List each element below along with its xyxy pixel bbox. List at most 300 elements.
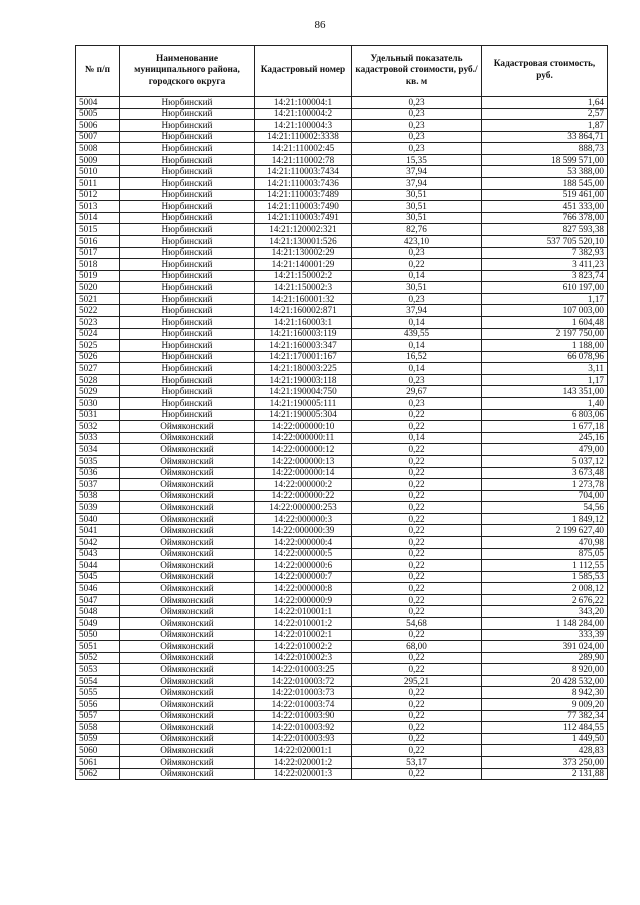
cadastral-value: 3 823,74	[482, 270, 608, 282]
district-name: Нюрбинский	[120, 293, 255, 305]
row-number: 5005	[76, 108, 120, 120]
table-row	[76, 571, 608, 583]
row-number: 5032	[76, 421, 120, 433]
row-number: 5020	[76, 282, 120, 294]
cadastral-number: 14:21:190004:750	[255, 386, 352, 398]
cadastral-number: 14:21:100004:3	[255, 120, 352, 132]
table-row	[76, 166, 608, 178]
row-number: 5037	[76, 479, 120, 491]
table-row	[76, 282, 608, 294]
header-district: Наименование муниципального района, городского округа	[120, 46, 255, 97]
cadastral-value: 1 677,18	[482, 421, 608, 433]
district-name: Оймяконский	[120, 699, 255, 711]
cadastral-number: 14:22:010003:72	[255, 675, 352, 687]
row-number: 5043	[76, 548, 120, 560]
cadastral-number: 14:22:000000:4	[255, 536, 352, 548]
row-number: 5014	[76, 212, 120, 224]
table-row	[76, 189, 608, 201]
district-name: Нюрбинский	[120, 212, 255, 224]
cadastral-number: 14:21:110003:7436	[255, 178, 352, 190]
table-row	[76, 583, 608, 595]
table-row	[76, 305, 608, 317]
table-row	[76, 316, 608, 328]
specific-value: 0,22	[352, 479, 482, 491]
table-row	[76, 733, 608, 745]
cadastral-number: 14:22:010003:74	[255, 699, 352, 711]
district-name: Оймяконский	[120, 768, 255, 780]
cadastral-number: 14:21:190003:118	[255, 374, 352, 386]
specific-value: 0,22	[352, 722, 482, 734]
district-name: Нюрбинский	[120, 398, 255, 410]
district-name: Нюрбинский	[120, 282, 255, 294]
district-name: Нюрбинский	[120, 305, 255, 317]
row-number: 5015	[76, 224, 120, 236]
cadastral-number: 14:22:020001:1	[255, 745, 352, 757]
district-name: Нюрбинский	[120, 374, 255, 386]
table-row	[76, 409, 608, 421]
table-body	[76, 97, 608, 780]
row-number: 5013	[76, 201, 120, 213]
cadastral-value: 1 112,55	[482, 560, 608, 572]
row-number: 5010	[76, 166, 120, 178]
row-number: 5062	[76, 768, 120, 780]
cadastral-number: 14:22:010003:73	[255, 687, 352, 699]
row-number: 5026	[76, 351, 120, 363]
cadastral-number: 14:22:000000:22	[255, 490, 352, 502]
cadastral-value: 2,57	[482, 108, 608, 120]
table-row	[76, 687, 608, 699]
table-row	[76, 479, 608, 491]
cadastral-value: 7 382,93	[482, 247, 608, 259]
table-row	[76, 444, 608, 456]
cadastral-value: 289,90	[482, 652, 608, 664]
table-row	[76, 97, 608, 109]
row-number: 5031	[76, 409, 120, 421]
cadastral-value: 766 378,00	[482, 212, 608, 224]
specific-value: 30,51	[352, 201, 482, 213]
specific-value: 53,17	[352, 756, 482, 768]
row-number: 5022	[76, 305, 120, 317]
cadastral-value: 2 197 750,00	[482, 328, 608, 340]
specific-value: 0,22	[352, 664, 482, 676]
specific-value: 0,22	[352, 259, 482, 271]
specific-value: 0,23	[352, 120, 482, 132]
cadastral-value: 3 411,23	[482, 259, 608, 271]
cadastral-value: 18 599 571,00	[482, 154, 608, 166]
row-number: 5007	[76, 131, 120, 143]
table-row	[76, 675, 608, 687]
row-number: 5044	[76, 560, 120, 572]
district-name: Нюрбинский	[120, 166, 255, 178]
cadastral-value: 2 008,12	[482, 583, 608, 595]
row-number: 5006	[76, 120, 120, 132]
specific-value: 0,23	[352, 131, 482, 143]
table-row	[76, 374, 608, 386]
cadastral-value: 537 705 520,10	[482, 235, 608, 247]
table-row	[76, 606, 608, 618]
cadastral-value: 428,83	[482, 745, 608, 757]
table-row	[76, 536, 608, 548]
district-name: Оймяконский	[120, 652, 255, 664]
specific-value: 0,22	[352, 502, 482, 514]
specific-value: 0,23	[352, 247, 482, 259]
specific-value: 0,22	[352, 687, 482, 699]
table-row	[76, 641, 608, 653]
district-name: Нюрбинский	[120, 363, 255, 375]
district-name: Оймяконский	[120, 536, 255, 548]
cadastral-number: 14:21:160001:32	[255, 293, 352, 305]
specific-value: 0,22	[352, 490, 482, 502]
row-number: 5051	[76, 641, 120, 653]
cadastral-number: 14:21:110003:7489	[255, 189, 352, 201]
row-number: 5039	[76, 502, 120, 514]
district-name: Нюрбинский	[120, 143, 255, 155]
specific-value: 295,21	[352, 675, 482, 687]
cadastral-number: 14:22:000000:14	[255, 467, 352, 479]
row-number: 5046	[76, 583, 120, 595]
row-number: 5008	[76, 143, 120, 155]
district-name: Оймяконский	[120, 432, 255, 444]
cadastral-number: 14:21:160003:1	[255, 316, 352, 328]
district-name: Оймяконский	[120, 571, 255, 583]
specific-value: 37,94	[352, 166, 482, 178]
row-number: 5058	[76, 722, 120, 734]
cadastral-number: 14:22:000000:3	[255, 513, 352, 525]
table-row	[76, 710, 608, 722]
district-name: Нюрбинский	[120, 131, 255, 143]
table-row	[76, 756, 608, 768]
specific-value: 0,14	[352, 340, 482, 352]
cadastral-number: 14:21:110003:7434	[255, 166, 352, 178]
cadastral-value: 333,39	[482, 629, 608, 641]
cadastral-number: 14:22:000000:253	[255, 502, 352, 514]
row-number: 5042	[76, 536, 120, 548]
row-number: 5030	[76, 398, 120, 410]
table-row	[76, 618, 608, 630]
cadastral-value: 5 037,12	[482, 455, 608, 467]
cadastral-value: 1 585,53	[482, 571, 608, 583]
row-number: 5060	[76, 745, 120, 757]
cadastral-number: 14:22:000000:9	[255, 594, 352, 606]
table-row	[76, 502, 608, 514]
specific-value: 0,22	[352, 699, 482, 711]
cadastral-number: 14:22:020001:3	[255, 768, 352, 780]
cadastral-value: 2 131,88	[482, 768, 608, 780]
specific-value: 30,51	[352, 282, 482, 294]
cadastral-number: 14:21:190005:304	[255, 409, 352, 421]
cadastral-value: 888,73	[482, 143, 608, 155]
cadastral-number: 14:21:110003:7490	[255, 201, 352, 213]
cadastral-value: 77 382,34	[482, 710, 608, 722]
cadastral-number: 14:21:100004:2	[255, 108, 352, 120]
district-name: Оймяконский	[120, 756, 255, 768]
specific-value: 0,22	[352, 536, 482, 548]
table-row	[76, 467, 608, 479]
table-row	[76, 548, 608, 560]
district-name: Оймяконский	[120, 583, 255, 595]
cadastral-value: 391 024,00	[482, 641, 608, 653]
row-number: 5025	[76, 340, 120, 352]
district-name: Нюрбинский	[120, 409, 255, 421]
cadastral-value: 53 388,00	[482, 166, 608, 178]
cadastral-number: 14:21:110002:3338	[255, 131, 352, 143]
row-number: 5041	[76, 525, 120, 537]
specific-value: 0,14	[352, 363, 482, 375]
cadastral-number: 14:22:010003:90	[255, 710, 352, 722]
cadastral-value: 451 333,00	[482, 201, 608, 213]
cadastral-value: 3,11	[482, 363, 608, 375]
row-number: 5027	[76, 363, 120, 375]
district-name: Оймяконский	[120, 490, 255, 502]
table-row	[76, 340, 608, 352]
table-row	[76, 629, 608, 641]
table-row	[76, 363, 608, 375]
cadastral-value: 1,64	[482, 97, 608, 109]
specific-value: 0,23	[352, 293, 482, 305]
district-name: Нюрбинский	[120, 120, 255, 132]
row-number: 5034	[76, 444, 120, 456]
district-name: Нюрбинский	[120, 235, 255, 247]
cadastral-number: 14:21:180003:225	[255, 363, 352, 375]
table-row	[76, 178, 608, 190]
table-row	[76, 259, 608, 271]
cadastral-number: 14:22:000000:12	[255, 444, 352, 456]
district-name: Оймяконский	[120, 548, 255, 560]
row-number: 5011	[76, 178, 120, 190]
cadastral-value: 373 250,00	[482, 756, 608, 768]
cadastral-value: 6 803,06	[482, 409, 608, 421]
cadastral-value: 1 148 284,00	[482, 618, 608, 630]
header-cadastral-value: Кадастровая стоимость, руб.	[482, 46, 608, 97]
row-number: 5045	[76, 571, 120, 583]
cadastral-value: 1 604,48	[482, 316, 608, 328]
specific-value: 0,22	[352, 652, 482, 664]
cadastral-value: 1,17	[482, 293, 608, 305]
specific-value: 15,35	[352, 154, 482, 166]
district-name: Оймяконский	[120, 675, 255, 687]
specific-value: 37,94	[352, 305, 482, 317]
specific-value: 37,94	[352, 178, 482, 190]
table-row	[76, 525, 608, 537]
cadastral-number: 14:22:000000:8	[255, 583, 352, 595]
cadastral-value: 9 009,20	[482, 699, 608, 711]
header-row	[76, 46, 608, 97]
cadastral-value: 1,40	[482, 398, 608, 410]
specific-value: 0,22	[352, 606, 482, 618]
table-row	[76, 432, 608, 444]
header-num: № п/п	[76, 46, 120, 97]
specific-value: 439,55	[352, 328, 482, 340]
cadastral-number: 14:22:000000:10	[255, 421, 352, 433]
cadastral-value: 33 864,71	[482, 131, 608, 143]
specific-value: 423,10	[352, 235, 482, 247]
row-number: 5033	[76, 432, 120, 444]
table-row	[76, 745, 608, 757]
table-row	[76, 108, 608, 120]
cadastral-number: 14:21:160003:347	[255, 340, 352, 352]
cadastral-number: 14:22:000000:13	[255, 455, 352, 467]
cadastral-value: 54,56	[482, 502, 608, 514]
cadastral-value: 2 199 627,40	[482, 525, 608, 537]
specific-value: 0,22	[352, 421, 482, 433]
specific-value: 29,67	[352, 386, 482, 398]
table-row	[76, 699, 608, 711]
cadastral-number: 14:21:190005:111	[255, 398, 352, 410]
cadastral-number: 14:21:160003:119	[255, 328, 352, 340]
table-row	[76, 560, 608, 572]
cadastral-number: 14:21:150002:2	[255, 270, 352, 282]
specific-value: 0,23	[352, 143, 482, 155]
table-row	[76, 120, 608, 132]
cadastral-number: 14:22:020001:2	[255, 756, 352, 768]
specific-value: 0,22	[352, 455, 482, 467]
cadastral-value: 112 484,55	[482, 722, 608, 734]
specific-value: 0,22	[352, 733, 482, 745]
table-row	[76, 270, 608, 282]
row-number: 5049	[76, 618, 120, 630]
cadastral-number: 14:21:130002:29	[255, 247, 352, 259]
specific-value: 30,51	[352, 212, 482, 224]
district-name: Оймяконский	[120, 513, 255, 525]
district-name: Оймяконский	[120, 502, 255, 514]
row-number: 5059	[76, 733, 120, 745]
table-row	[76, 455, 608, 467]
district-name: Оймяконский	[120, 525, 255, 537]
cadastral-number: 14:21:120002:321	[255, 224, 352, 236]
row-number: 5019	[76, 270, 120, 282]
cadastral-value: 1 449,50	[482, 733, 608, 745]
row-number: 5047	[76, 594, 120, 606]
cadastral-value: 343,20	[482, 606, 608, 618]
district-name: Нюрбинский	[120, 351, 255, 363]
district-name: Нюрбинский	[120, 201, 255, 213]
row-number: 5009	[76, 154, 120, 166]
table-row	[76, 131, 608, 143]
cadastral-value: 470,98	[482, 536, 608, 548]
cadastral-number: 14:22:000000:7	[255, 571, 352, 583]
row-number: 5024	[76, 328, 120, 340]
cadastral-value: 2 676,22	[482, 594, 608, 606]
cadastral-value-table	[75, 45, 608, 780]
table-row	[76, 154, 608, 166]
district-name: Нюрбинский	[120, 154, 255, 166]
cadastral-value: 3 673,48	[482, 467, 608, 479]
cadastral-value: 1,87	[482, 120, 608, 132]
specific-value: 0,14	[352, 270, 482, 282]
cadastral-number: 14:21:170001:167	[255, 351, 352, 363]
district-name: Оймяконский	[120, 455, 255, 467]
specific-value: 0,22	[352, 560, 482, 572]
row-number: 5055	[76, 687, 120, 699]
row-number: 5050	[76, 629, 120, 641]
cadastral-number: 14:21:110002:78	[255, 154, 352, 166]
specific-value: 0,22	[352, 583, 482, 595]
cadastral-value: 107 003,00	[482, 305, 608, 317]
specific-value: 82,76	[352, 224, 482, 236]
cadastral-value: 519 461,00	[482, 189, 608, 201]
cadastral-number: 14:21:160002:871	[255, 305, 352, 317]
row-number: 5017	[76, 247, 120, 259]
district-name: Нюрбинский	[120, 97, 255, 109]
row-number: 5052	[76, 652, 120, 664]
cadastral-number: 14:22:010003:93	[255, 733, 352, 745]
district-name: Оймяконский	[120, 629, 255, 641]
district-name: Нюрбинский	[120, 386, 255, 398]
table-row	[76, 652, 608, 664]
cadastral-value: 143 351,00	[482, 386, 608, 398]
specific-value: 0,22	[352, 768, 482, 780]
cadastral-number: 14:21:140001:29	[255, 259, 352, 271]
table-row	[76, 386, 608, 398]
specific-value: 0,23	[352, 374, 482, 386]
cadastral-value: 1,17	[482, 374, 608, 386]
row-number: 5029	[76, 386, 120, 398]
cadastral-number: 14:22:010003:92	[255, 722, 352, 734]
table-header	[76, 46, 608, 97]
district-name: Оймяконский	[120, 641, 255, 653]
specific-value: 0,23	[352, 398, 482, 410]
row-number: 5028	[76, 374, 120, 386]
district-name: Оймяконский	[120, 733, 255, 745]
table-row	[76, 421, 608, 433]
cadastral-number: 14:22:010002:1	[255, 629, 352, 641]
specific-value: 0,22	[352, 710, 482, 722]
cadastral-number: 14:22:000000:11	[255, 432, 352, 444]
row-number: 5048	[76, 606, 120, 618]
district-name: Оймяконский	[120, 444, 255, 456]
table-row	[76, 201, 608, 213]
table-row	[76, 351, 608, 363]
cadastral-number: 14:22:000000:5	[255, 548, 352, 560]
row-number: 5016	[76, 235, 120, 247]
cadastral-number: 14:21:130001:526	[255, 235, 352, 247]
table-row	[76, 490, 608, 502]
table-row	[76, 247, 608, 259]
row-number: 5036	[76, 467, 120, 479]
district-name: Оймяконский	[120, 745, 255, 757]
specific-value: 0,14	[352, 432, 482, 444]
specific-value: 54,68	[352, 618, 482, 630]
row-number: 5035	[76, 455, 120, 467]
table-row	[76, 328, 608, 340]
district-name: Оймяконский	[120, 467, 255, 479]
table-row	[76, 235, 608, 247]
cadastral-number: 14:22:000000:6	[255, 560, 352, 572]
cadastral-number: 14:21:150002:3	[255, 282, 352, 294]
row-number: 5021	[76, 293, 120, 305]
cadastral-value: 1 188,00	[482, 340, 608, 352]
table-row	[76, 293, 608, 305]
table-row	[76, 212, 608, 224]
specific-value: 16,52	[352, 351, 482, 363]
cadastral-number: 14:22:000000:2	[255, 479, 352, 491]
district-name: Оймяконский	[120, 664, 255, 676]
specific-value: 0,22	[352, 467, 482, 479]
table-row	[76, 513, 608, 525]
district-name: Нюрбинский	[120, 108, 255, 120]
specific-value: 0,22	[352, 513, 482, 525]
table-row	[76, 143, 608, 155]
specific-value: 0,23	[352, 108, 482, 120]
district-name: Оймяконский	[120, 722, 255, 734]
specific-value: 0,22	[352, 548, 482, 560]
cadastral-value: 610 197,00	[482, 282, 608, 294]
cadastral-value: 479,00	[482, 444, 608, 456]
cadastral-value: 8 920,00	[482, 664, 608, 676]
cadastral-value: 66 078,96	[482, 351, 608, 363]
specific-value: 0,22	[352, 571, 482, 583]
cadastral-value: 20 428 532,00	[482, 675, 608, 687]
